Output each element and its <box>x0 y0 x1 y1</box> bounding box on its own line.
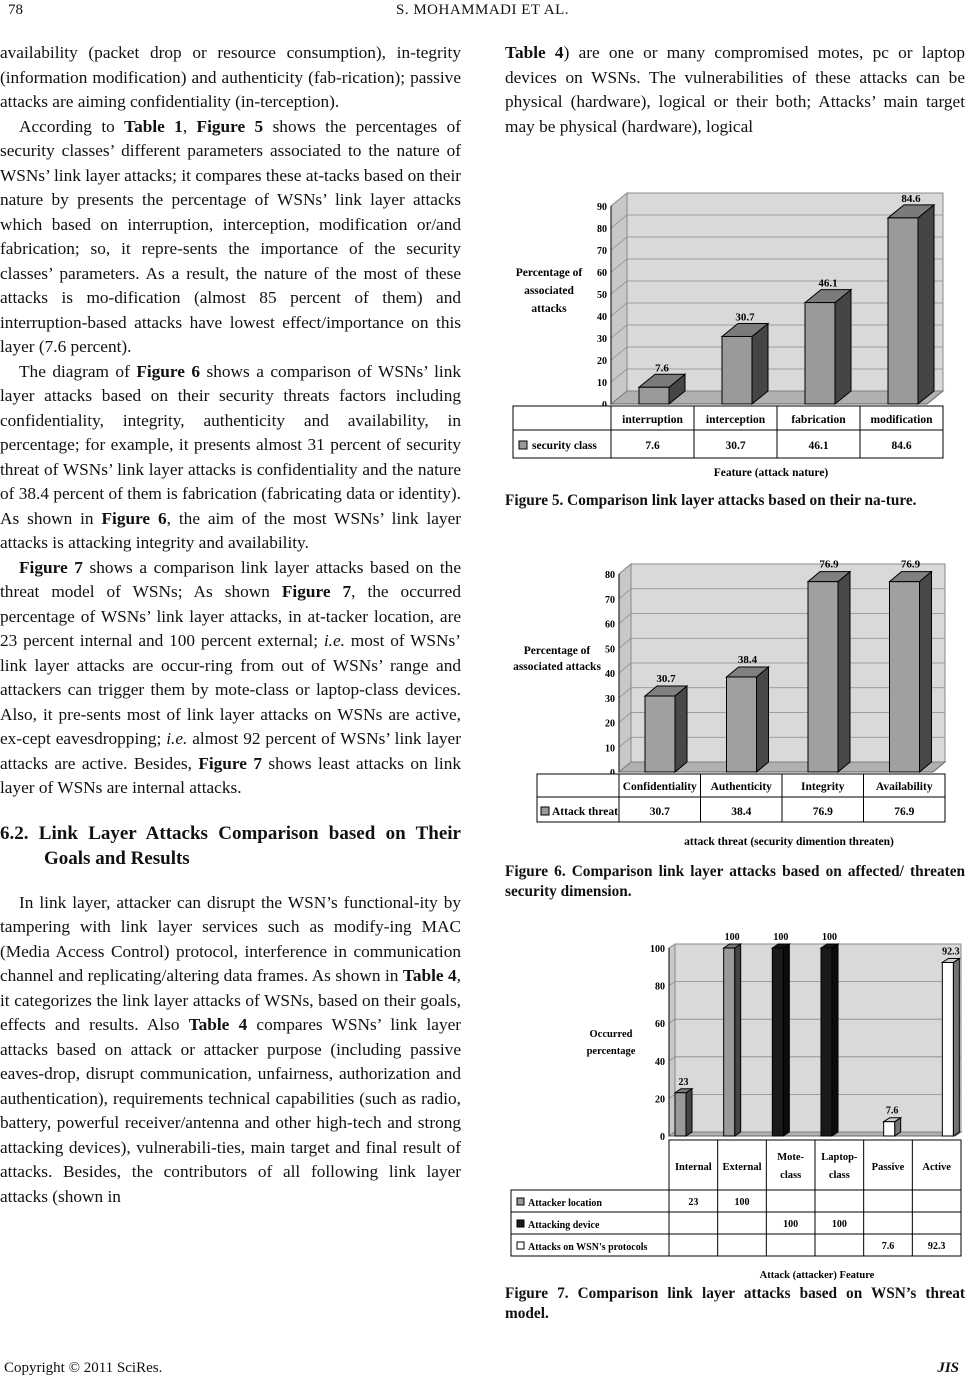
y-axis-label: attacks <box>531 303 567 315</box>
paragraph: availability (packet drop or resource consumption), in-tegrity (information modification) and authenticity (fab-rication); passive attacks are aiming confidentiality (in-terception). <box>0 43 461 111</box>
x-tick-label: modification <box>870 414 933 426</box>
figure-7-caption: Figure 7. Comparison link layer attacks based on WSN’s threat model. <box>505 1285 965 1322</box>
bar-side <box>918 205 934 404</box>
figure-6-caption: Figure 6. Comparison link layer attacks based on affected/ threaten security dimension. <box>505 863 965 900</box>
paragraph: Figure 7 shows a comparison link layer attacks based on the threat model of WSNs; As shown Figure 7, the occurred percentage of WSNs’ link layer attacks, in at-tacker location, are 23 percent internal and 100 percent external; i.e. most of WSNs’ link layer attacks are occur-ring from out of WSNs’ range and attackers can trigger them by mote-class or laptop-class devices. Also, it pre-sents most of link layer attacks on WSNs are active, ex-cept eavesdropping; i.e. almost 92 percent of WSNs’ link layer attacks are active. Besides, Figure 7 shows least attacks on link layer of WSNs are internal attacks. <box>0 557 461 797</box>
table-value: 7.6 <box>881 1241 895 1252</box>
legend-swatch <box>517 1242 524 1249</box>
y-tick-label: 60 <box>655 1019 665 1031</box>
table-value: 100 <box>734 1197 750 1208</box>
y-tick-label: 40 <box>655 1056 665 1068</box>
bar <box>639 387 669 404</box>
y-tick-label: 70 <box>597 246 607 257</box>
figure-7 <box>505 926 965 1284</box>
x-tick-label: Mote- <box>777 1152 805 1163</box>
bar-side <box>920 572 932 772</box>
x-tick-label: Confidentiality <box>622 781 697 793</box>
running-head: S. MOHAMMADI ET AL. <box>396 2 569 18</box>
copyright: Copyright © 2011 SciRes. <box>4 1360 163 1376</box>
legend-swatch <box>541 807 549 815</box>
section-title: 6.2. Link Layer Attacks Comparison based on Their Goals and Results <box>0 822 461 869</box>
y-axis-label: Percentage of <box>515 267 583 279</box>
data-label: 30.7 <box>735 311 755 324</box>
bar-side <box>838 572 850 772</box>
bar <box>645 696 675 772</box>
y-tick-label: 40 <box>597 312 607 323</box>
bar-side <box>835 290 851 404</box>
bar <box>808 582 838 772</box>
y-tick-label: 50 <box>605 644 615 656</box>
bar <box>821 948 832 1136</box>
paragraph: According to Table 1, Figure 5 shows the percentages of security classes’ different parameters associated to the nature of WSNs’ link layer attacks; it compares these at-tacks based on their nature by presents the percentage of WSNs’ link layer attacks which based on interruption, interception, modification or/and fabrication; so, it repre-sents the importance of the security classes’ parameters. As a result, the nature of the most of these attacks is mo-dification (almost 85 percent of them) and interruption-based attacks have lowest effect/importance on this layer (7.6 percent). <box>0 116 461 356</box>
page-header <box>0 0 965 24</box>
table-value: 30.7 <box>725 440 746 452</box>
data-label: 76.9 <box>819 558 839 571</box>
y-axis-label: associated attacks <box>513 661 601 673</box>
bar <box>724 948 735 1136</box>
y-tick-label: 30 <box>605 693 615 705</box>
figure-7-chart <box>505 926 965 1284</box>
table-value: 30.7 <box>649 806 670 818</box>
data-label: 92.3 <box>942 946 960 958</box>
bar-side <box>783 944 789 1136</box>
y-tick-label: 20 <box>597 356 607 367</box>
table-value: 76.9 <box>894 806 915 818</box>
data-label: 100 <box>773 932 789 943</box>
legend-label: Attack threat <box>552 806 618 818</box>
x-tick-label: Active <box>922 1162 951 1173</box>
y-tick-label: 80 <box>655 981 665 993</box>
y-tick-label: 20 <box>605 718 615 730</box>
y-tick-label: 10 <box>605 743 615 755</box>
figure-6 <box>505 532 965 852</box>
x-tick-label: fabrication <box>791 414 846 426</box>
y-tick-label: 80 <box>597 224 607 235</box>
x-tick-label: Availability <box>875 781 933 793</box>
y-axis-label: Occurred <box>589 1029 633 1040</box>
page-number: 78 <box>8 2 23 18</box>
data-label: 76.9 <box>900 558 921 571</box>
data-label: 23 <box>678 1076 689 1088</box>
data-label: 30.7 <box>656 673 676 686</box>
bar-side <box>686 1089 692 1136</box>
bar-side <box>757 667 769 772</box>
x-tick-label: Laptop- <box>821 1152 858 1163</box>
bar-side <box>675 686 687 772</box>
bar <box>888 218 918 404</box>
legend-label: Attacker location <box>528 1198 602 1209</box>
bar <box>727 677 757 772</box>
table-value: 84.6 <box>891 440 912 452</box>
legend-label: security class <box>532 440 597 452</box>
bar <box>722 336 752 404</box>
x-tick-label: class <box>828 1170 850 1181</box>
y-tick-label: 40 <box>605 669 615 680</box>
legend-swatch <box>519 441 527 449</box>
bar <box>942 962 953 1136</box>
table-value: 7.6 <box>645 440 660 452</box>
table-value: 38.4 <box>731 806 752 818</box>
x-tick-label: Internal <box>674 1162 712 1173</box>
y-tick-label: 100 <box>650 944 665 955</box>
y-tick-label: 20 <box>655 1094 665 1106</box>
bar-side <box>832 944 838 1136</box>
bar-side <box>953 958 959 1136</box>
table-value: 76.9 <box>812 806 833 818</box>
x-tick-label: External <box>722 1162 762 1173</box>
data-label: 100 <box>724 932 740 943</box>
figure-5-caption: Figure 5. Comparison link layer attacks based on their na-ture. <box>505 492 917 509</box>
data-label: 7.6 <box>655 362 669 375</box>
bar <box>884 1122 895 1136</box>
data-label: 84.6 <box>901 192 921 205</box>
x-axis-label: Attack (attacker) Feature <box>759 1270 875 1281</box>
y-tick-label: 70 <box>605 594 615 606</box>
y-tick-label: 90 <box>597 202 607 213</box>
x-axis-label: attack threat (security dimention threaten) <box>684 836 894 848</box>
x-tick-label: interruption <box>622 414 683 426</box>
paragraph: The diagram of Figure 6 shows a comparison of WSNs’ link layer attacks based on their security threats factors including confidentiality, integrity, authenticity and availability, in percentage; for example, it presents almost 31 percent of security threat of WSNs’ link layer attacks is confidentiality and the nature of 38.4 percent of them is fabrication (fabricating data or identity). As shown in Figure 6, the aim of the most WSNs’ link layer attacks is attacking integrity and availability. <box>0 361 462 552</box>
data-label: 100 <box>822 932 837 943</box>
table-value: 46.1 <box>808 440 829 452</box>
figure-5 <box>505 188 965 480</box>
y-tick-label: 30 <box>597 334 607 345</box>
bar <box>805 303 835 404</box>
y-tick-label: 10 <box>597 378 607 389</box>
legend-label: Attacking device <box>528 1220 600 1231</box>
bar-side <box>735 944 741 1136</box>
journal-abbrev: JIS <box>937 1360 959 1376</box>
right-column <box>505 41 965 139</box>
legend-swatch <box>517 1198 524 1205</box>
x-tick-label: Integrity <box>801 781 845 793</box>
x-tick-label: Authenticity <box>710 781 772 793</box>
plot-background <box>675 944 961 1132</box>
side-wall <box>611 193 627 404</box>
bar <box>890 582 920 772</box>
table-value: 23 <box>688 1197 699 1208</box>
table-value: 92.3 <box>927 1241 946 1252</box>
bar <box>675 1093 686 1136</box>
y-axis-label: percentage <box>586 1046 636 1057</box>
y-axis-label: associated <box>524 285 574 297</box>
bar-side <box>752 323 768 404</box>
data-label: 38.4 <box>737 653 758 666</box>
paragraph: In link layer, attacker can disrupt the WSN’s functional-ity by tampering with link layer services such as modify-ing MAC (Media Access Control) protocol, interference in communication channel and replicating/altering data frames. As shown in Table 4, it categorizes the link layer attacks of WSNs, based on their goals, effects and results. Also Table 4 compares WSNs’ link layer attacks based on attack or attacker purpose (including passive eaves-drop, disrupt communication, unfairness, authorization and authentication), requirements technical capabilities (such as radio, battery, powerful receiver/antenna and other high-tech and strong attacking devices), vulnerabili-ties, main target and final result of attacks. Besides, the contributors of all following link layer attacks (shown in <box>0 892 462 1206</box>
legend-swatch <box>517 1220 524 1227</box>
y-tick-label: 60 <box>597 268 607 279</box>
figure-6-chart <box>505 532 965 852</box>
data-label: 7.6 <box>885 1105 899 1117</box>
table-value: 100 <box>783 1219 799 1230</box>
bar <box>772 948 783 1136</box>
y-tick-label: 50 <box>597 290 607 301</box>
y-tick-label: 0 <box>660 1132 665 1143</box>
table-value: 100 <box>831 1219 847 1230</box>
figure-5-chart <box>505 188 965 480</box>
legend-label: Attacks on WSN's protocols <box>528 1242 648 1253</box>
left-column <box>0 41 461 1209</box>
y-tick-label: 80 <box>605 570 615 581</box>
x-tick-label: Passive <box>871 1162 905 1173</box>
x-tick-label: interception <box>705 414 766 426</box>
floor <box>669 1132 961 1136</box>
data-label: 46.1 <box>818 277 838 290</box>
y-axis-label: Percentage of <box>523 645 591 657</box>
x-axis-label: Feature (attack nature) <box>713 467 829 479</box>
x-tick-label: class <box>780 1170 802 1181</box>
paragraph: Table 4) are one or many compromised motes, pc or laptop devices on WSNs. The vulnerabilities of these attacks can be physical (hardware), logical or their both; Attacks’ main target may be physical (hardware), logical <box>505 43 965 136</box>
y-tick-label: 60 <box>605 619 615 631</box>
side-wall <box>669 944 675 1136</box>
